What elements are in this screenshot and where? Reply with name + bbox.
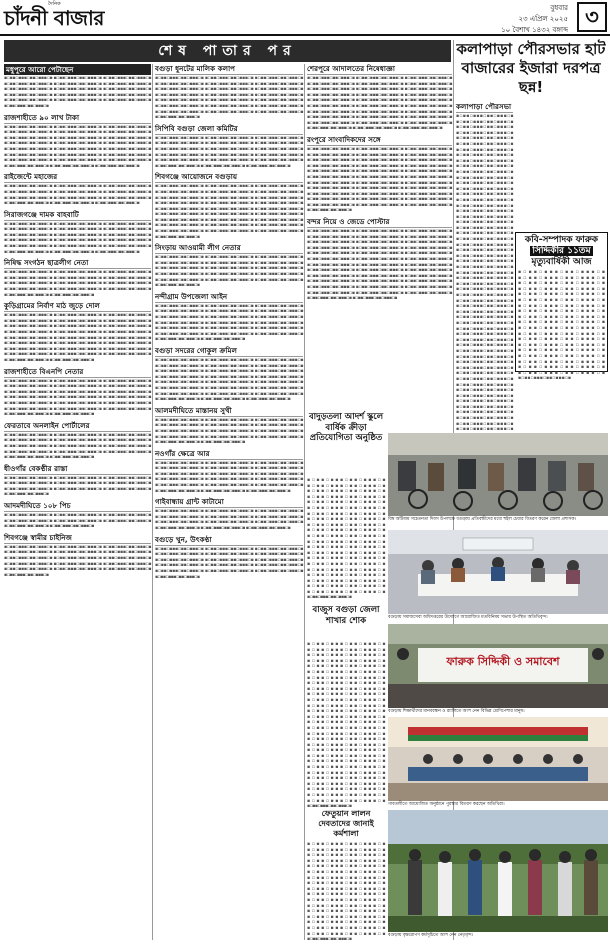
article xyxy=(4,172,151,206)
feature-title-line1: কবি-সম্পাদক ফারুক xyxy=(524,235,599,245)
article-body: ▪▫▪▪▫▪▪▪▫▪▪▫▪▪▪▫▪ ▪▫▪▪▫▪▪▪▫▪▪▫▪▪▪▫▪ ▪▫▪▪▫▪▪▪▫▪▪▫▪▪▪▫▪ ▪▫▪▪▫▪▪▪▫▪▪▫▪▪▪▫▪ ▪▫▪▪▫▪▪▪▫▪▪▫▪▪▪▫▪ ▪▫▪▪▫▪▪▪▫▪▪▫▪▪▪▫▪ ▪▫▪▪▫▪▪▪▫▪▪▫▪▪▪▫▪ ▪▫▪▪▫▪▪▪▫▪▪▫▪▪▪▫▪ ▪▫▪▪▫▪▪▪▫▪▪▫▪▪▪▫▪ ▪▫▪▪▫▪▪▪▫▪▪▫▪▪▪▫▪ ▪▫▪▪▫▪▪▪▫▪▪▫▪▪▪▫▪ ▪▫▪▪▫▪▪▪▫▪▪▫▪▪▪▫▪ ▪▫▪▪▫▪▪▪▫▪▪▫▪▪▪▫▪ ▪▫▪▪▫▪▪▪▫▪▪▫▪▪▪▫▪ xyxy=(4,270,151,298)
article-headline: নওগাঁর ক্ষেত্রে আর xyxy=(155,449,303,460)
article-body: ▪▫▪▪▫▪▪▪▫▪▪▫▪▪▪▫▪ ▪▫▪▪▫▪▪▪▫▪▪▫▪▪▪▫▪ ▪▫▪▪▫▪▪▪▫▪▪▫▪▪▪▫▪ ▪▫▪▪▫▪▪▪▫▪▪▫▪▪▪▫▪ ▪▫▪▪▫▪▪▪▫▪▪▫▪▪▪▫▪ ▪▫▪▪▫▪▪▪▫▪▪▫▪▪▪▫▪ ▪▫▪▪▫▪▪▪▫▪▪▫▪▪▪▫▪ ▪▫▪▪▫▪▪▪▫▪▪▫▪▪▪▫▪ ▪▫▪▪▫▪▪▪▫▪▪▫▪▪▪▫▪ ▪▫▪▪▫▪▪▪▫▪▪▫▪▪▪▫▪ xyxy=(4,475,151,498)
article xyxy=(4,301,151,363)
article-body: ▪▫▪▪▫▪▪▪▫▪▪▫▪▪▪▫▪ ▪▫▪▪▫▪▪▪▫▪▪▫▪▪▪▫▪ ▪▫▪▪▫▪▪▪▫▪▪▫▪▪▪▫▪ ▪▫▪▪▫▪▪▪▫▪▪▫▪▪▪▫▪ ▪▫▪▪▫▪▪▪▫▪▪▫▪▪▪▫▪ ▪▫▪▪▫▪▪▪▫▪▪▫▪▪▪▫▪ ▪▫▪▪▫▪▪▪▫▪▪▫▪▪▪▫▪ ▪▫▪▪▫▪▪▪▫▪▪▫▪▪▪▫▪ ▪▫▪▪▫▪▪▪▫▪▪▫▪▪▪▫▪ ▪▫▪▪▫▪▪▪▫▪▪▫▪▪▪▫▪ ▪▫▪▪▫▪▪▪▫▪▪▫▪▪▪▫▪ ▪▫▪▪▫▪▪▪▫▪▪▫▪▪▪▫▪ xyxy=(155,509,303,532)
article-headline: নন্দীগ্রাম উপজেলা আইন xyxy=(155,292,303,303)
photo-caption: বিশ্ব অটিজম সচেতনতা দিবস উপলক্ষে বগুড়ায় প্রতিবন্ধীদের মধ্যে হুইল চেয়ার বিতরণ করেন জেলা প্রশাসক। xyxy=(388,517,577,522)
feature-title xyxy=(518,235,605,268)
article xyxy=(155,243,303,289)
article-body: ▪▫▪▪▫▪▪▪▫▪▪▫▪▪▪▫▪ ▪▫▪▪▫▪▪▪▫▪▪▫▪▪▪▫▪ ▪▫▪▪▫▪▪▪▫▪▪▫▪▪▪▫▪ ▪▫▪▪▫▪▪▪▫▪▪▫▪▪▪▫▪ ▪▫▪▪▫▪▪▪▫▪▪▫▪▪▪▫▪ ▪▫▪▪▫▪▪▪▫▪▪▫▪▪▪▫▪ ▪▫▪▪▫▪▪▪▫▪▪▫▪▪▪▫▪ ▪▫▪▪▫▪▪▪▫▪▪▫▪▪▪▫▪ ▪▫▪▪▫▪▪▪▫▪▪▫▪▪▪▫▪ ▪▫▪▪▫▪▪▪▫▪▪▫▪▪▪▫▪ ▪▫▪▪▫▪▪▪▫▪▪▫▪▪▪▫▪ ▪▫▪▪▫▪▪▪▫▪▪▫▪▪▪▫▪ ▪▫▪▪▫▪▪▪▫▪▪▫▪▪▪▫▪ ▪▫▪▪▫▪▪▪▫▪▪▫▪▪▪▫▪ ▪▫▪▪▫▪▪▪▫▪▪▫▪▪▪▫▪ ▪▫▪▪▫▪▪▪▫▪▪▫▪▪▪▫▪ ▪▫▪▪▫▪▪▪▫▪▪▫▪▪▪▫▪ ▪▫▪▪▫▪▪▪▫▪▪▫▪▪▪▫▪ xyxy=(155,135,303,169)
rally-banner-text: ফারুক সিদ্দিকী ও সমাবেশ xyxy=(446,655,560,668)
article-headline: রাইজেন্টে মহাজের xyxy=(4,172,151,183)
newspaper-logo: চাঁদনী বাজার xyxy=(4,6,104,30)
column-d xyxy=(456,102,513,432)
article-headline: রাজশাহীতে বিএনপি নেতার xyxy=(4,367,151,378)
feature-box xyxy=(515,232,608,382)
article xyxy=(4,210,151,256)
article xyxy=(4,533,151,579)
article-body: ▪▫▪▪▫▪▪▪▫▪▪▫▪▪▪▫▪ ▪▫▪▪▫▪▪▪▫▪▪▫▪▪▪▫▪ ▪▫▪▪▫▪▪▪▫▪▪▫▪▪▪▫▪ ▪▫▪▪▫▪▪▪▫▪▪▫▪▪▪▫▪ ▪▫▪▪▫▪▪▪▫▪▪▫▪▪▪▫▪ ▪▫▪▪▫▪▪▪▫▪▪▫▪▪▪▫▪ ▪▫▪▪▫▪▪▪▫▪▪▫▪▪▪▫▪ ▪▫▪▪▫▪▪▪▫▪▪▫▪▪▪▫▪ ▪▫▪▪▫▪▪▪▫▪▪▫▪▪▪▫▪ ▪▫▪▪▫▪▪▪▫▪▪▫▪▪▪▫▪ ▪▫▪▪▫▪▪▪▫▪▪▫▪▪▪▫▪ ▪▫▪▪▫▪▪▪▫▪▪▫▪▪▪▫▪ ▪▫▪▪▫▪▪▪▫▪▪▫▪▪▪▫▪ ▪▫▪▪▫▪▪▪▫▪▪▫▪▪▪▫▪ ▪▫▪▪▫▪▪▪▫▪▪▫▪▪▪▫▪ ▪▫▪▪▫▪▪▪▫▪▪▫▪▪▪▫▪ ▪▫▪▪▫▪▪▪▫▪▪▫▪▪▪▫▪ ▪▫▪▪▫▪▪▪▫▪▪▫▪▪▪▫▪ xyxy=(155,460,303,494)
article xyxy=(155,292,303,343)
photo-caption: গাবতলীতে আয়োজিত অনুষ্ঠানে পুরস্কার বিতরণ করছেন অতিথিরা। xyxy=(388,802,505,807)
column-a xyxy=(4,64,151,940)
article-headline: ফেরতাবে অনলাইন পোর্টালের xyxy=(4,421,151,432)
date-gregorian: ২৩ এপ্রিল ২০২৫ xyxy=(518,15,568,23)
article-headline: বন্দর নিয়ে ও জেডে পোস্টার xyxy=(307,217,452,228)
article-body: ▪▫▪▪▫▪▪▪▫▪▪▫▪▪▪▫▪ ▪▫▪▪▫▪▪▪▫▪▪▫▪▪▪▫▪ ▪▫▪▪▫▪▪▪▫▪▪▫▪▪▪▫▪ ▪▫▪▪▫▪▪▪▫▪▪▫▪▪▪▫▪ ▪▫▪▪▫▪▪▪▫▪▪▫▪▪▪▫▪ ▪▫▪▪▫▪▪▪▫▪▪▫▪▪▪▫▪ ▪▫▪▪▫▪▪▪▫▪▪▫▪▪▪▫▪ ▪▫▪▪▫▪▪▪▫▪▪▫▪▪▪▫▪ ▪▫▪▪▫▪▪▪▫▪▪▫▪▪▪▫▪ ▪▫▪▪▫▪▪▪▫▪▪▫▪▪▪▫▪ ▪▫▪▪▫▪▪▪▫▪▪▫▪▪▪▫▪ ▪▫▪▪▫▪▪▪▫▪▪▫▪▪▪▫▪ ▪▫▪▪▫▪▪▪▫▪▪▫▪▪▪▫▪ ▪▫▪▪▫▪▪▪▫▪▪▫▪▪▪▫▪ ▪▫▪▪▫▪▪▪▫▪▪▫▪▪▪▫▪ ▪▫▪▪▫▪▪▪▫▪▪▫▪▪▪▫▪ ▪▫▪▪▫▪▪▪▫▪▪▫▪▪▪▫▪ ▪▫▪▪▫▪▪▪▫▪▪▫▪▪▪▫▪ ▪▫▪▪▫▪▪▪▫▪▪▫▪▪▪▫▪ ▪▫▪▪▫▪▪▪▫▪▪▫▪▪▪▫▪ xyxy=(155,303,303,343)
photo-tree-planting xyxy=(388,810,608,932)
photo-caption: বগুড়ায় সমাজসেবা অধিদপ্তরের উদ্যোগে আয়োজিত মতবিনিময় সভায় উপস্থিত অতিথিবৃন্দ। xyxy=(388,615,548,620)
dateline xyxy=(501,3,568,36)
article-body: ▪▫▪▪▫▪▪▪▫▪▪▫▪▪▪▫▪ ▪▫▪▪▫▪▪▪▫▪▪▫▪▪▪▫▪ ▪▫▪▪▫▪▪▪▫▪▪▫▪▪▪▫▪ ▪▫▪▪▫▪▪▪▫▪▪▫▪▪▪▫▪ ▪▫▪▪▫▪▪▪▫▪▪▫▪▪▪▫▪ ▪▫▪▪▫▪▪▪▫▪▪▫▪▪▪▫▪ ▪▫▪▪▫▪▪▪▫▪▪▫▪▪▪▫▪ ▪▫▪▪▫▪▪▪▫▪▪▫▪▪▪▫▪ ▪▫▪▪▫▪▪▪▫▪▪▫▪▪▪▫▪ ▪▫▪▪▫▪▪▪▫▪▪▫▪▪▪▫▪ ▪▫▪▪▫▪▪▪▫▪▪▫▪▪▪▫▪ ▪▫▪▪▫▪▪▪▫▪▪▫▪▪▪▫▪ ▪▫▪▪▫▪▪▪▫▪▪▫▪▪▪▫▪ ▪▫▪▪▫▪▪▪▫▪▪▫▪▪▪▫▪ ▪▫▪▪▫▪▪▪▫▪▪▫▪▪▪▫▪ ▪▫▪▪▫▪▪▪▫▪▪▫▪▪▪▫▪ ▪▫▪▪▫▪▪▪▫▪▪▫▪▪▪▫▪ ▪▫▪▪▫▪▪▪▫▪▪▫▪▪▪▫▪ ▪▫▪▪▫▪▪▪▫▪▪▫▪▪▪▫▪ ▪▫▪▪▫▪▪▪▫▪▪▫▪▪▪▫▪ ▪▫▪▪▫▪▪▪▫▪▪▫▪▪▪▫▪ ▪▫▪▪▫▪▪▪▫▪▪▫▪▪▪▫▪ ▪▫▪▪▫▪▪▪▫▪▪▫▪▪▪▫▪ ▪▫▪▪▫▪▪▪▫▪▪▫▪▪▪▫▪ ▪▫▪▪▫▪▪▪▫▪▪▫▪▪▪▫▪ ▪▫▪▪▫▪▪▪▫▪▪▫▪▪▪▫▪ xyxy=(4,313,151,363)
article-body: ▪▫▪▪▫▪▪▪▫▪▪▫▪▪▪▫▪ ▪▫▪▪▫▪▪▪▫▪▪▫▪▪▪▫▪ ▪▫▪▪▫▪▪▪▫▪▪▫▪▪▪▫▪ ▪▫▪▪▫▪▪▪▫▪▪▫▪▪▪▫▪ ▪▫▪▪▫▪▪▪▫▪▪▫▪▪▪▫▪ ▪▫▪▪▫▪▪▪▫▪▪▫▪▪▪▫▪ ▪▫▪▪▫▪▪▪▫▪▪▫▪▪▪▫▪ ▪▫▪▪▫▪▪▪▫▪▪▫▪▪▪▫▪ ▪▫▪▪▫▪▪▪▫▪▪▫▪▪▪▫▪ ▪▫▪▪▫▪▪▪▫▪▪▫▪▪▪▫▪ ▪▫▪▪▫▪▪▪▫▪▪▫▪▪▪▫▪ ▪▫▪▪▫▪▪▪▫▪▪▫▪▪▪▫▪ ▪▫▪▪▫▪▪▪▫▪▪▫▪▪▪▫▪ ▪▫▪▪▫▪▪▪▫▪▪▫▪▪▪▫▪ ▪▫▪▪▫▪▪▪▫▪▪▫▪▪▪▫▪ ▪▫▪▪▫▪▪▪▫▪▪▫▪▪▪▫▪ ▪▫▪▪▫▪▪▪▫▪▪▫▪▪▪▫▪ ▪▫▪▪▫▪▪▪▫▪▪▫▪▪▪▫▪ ▪▫▪▪▫▪▪▪▫▪▪▫▪▪▪▫▪ ▪▫▪▪▫▪▪▪▫▪▪▫▪▪▪▫▪ ▪▫▪▪▫▪▪▪▫▪▪▫▪▪▪▫▪ ▪▫▪▪▫▪▪▪▫▪▪▫▪▪▪▫▪ xyxy=(155,76,303,121)
article xyxy=(4,367,151,418)
date-bangla: ১০ বৈশাখ ১৪৩২ বঙ্গাব্দ xyxy=(501,26,568,34)
society-body: ▪▫▪▪▫▪▪▪▫▪▪▫▪▪▪▫▪ ▪▫▪▪▫▪▪▪▫▪▪▫▪▪▪▫▪ ▪▫▪▪▫▪▪▪▫▪▪▫▪▪▪▫▪ ▪▫▪▪▫▪▪▪▫▪▪▫▪▪▪▫▪ ▪▫▪▪▫▪▪▪▫▪▪▫▪▪▪▫▪ ▪▫▪▪▫▪▪▪▫▪▪▫▪▪▪▫▪ ▪▫▪▪▫▪▪▪▫▪▪▫▪▪▪▫▪ ▪▫▪▪▫▪▪▪▫▪▪▫▪▪▪▫▪ ▪▫▪▪▫▪▪▪▫▪▪▫▪▪▪▫▪ ▪▫▪▪▫▪▪▪▫▪▪▫▪▪▪▫▪ ▪▫▪▪▫▪▪▪▫▪▪▫▪▪▪▫▪ ▪▫▪▪▫▪▪▪▫▪▪▫▪▪▪▫▪ ▪▫▪▪▫▪▪▪▫▪▪▫▪▪▪▫▪ ▪▫▪▪▫▪▪▪▫▪▪▫▪▪▪▫▪ ▪▫▪▪▫▪▪▪▫▪▪▫▪▪▪▫▪ ▪▫▪▪▫▪▪▪▫▪▪▫▪▪▪▫▪ ▪▫▪▪▫▪▪▪▫▪▪▫▪▪▪▫▪ ▪▫▪▪▫▪▪▪▫▪▪▫▪▪▪▫▪ ▪▫▪▪▫▪▪▪▫▪▪▫▪▪▪▫▪ ▪▫▪▪▫▪▪▪▫▪▪▫▪▪▪▫▪ ▪▫▪▪▫▪▪▪▫▪▪▫▪▪▪▫▪ ▪▫▪▪▫▪▪▪▫▪▪▫▪▪▪▫▪ ▪▫▪▪▫▪▪▪▫▪▪▫▪▪▪▫▪ ▪▫▪▪▫▪▪▪▫▪▪▫▪▪▪▫▪ ▪▫▪▪▫▪▪▪▫▪▪▫▪▪▪▫▪ ▪▫▪▪▫▪▪▪▫▪▪▫▪▪▪▫▪ ▪▫▪▪▫▪▪▪▫▪▪▫▪▪▪▫▪ ▪▫▪▪▫▪▪▪▫▪▪▫▪▪▪▫▪ ▪▫▪▪▫▪▪▪▫▪▪▫▪▪▪▫▪ ▪▫▪▪▫▪▪▪▫▪▪▫▪▪▪▫▪ xyxy=(307,642,385,810)
article-headline: আলমদীঘিতে মাস্তানয় সুখী xyxy=(155,406,303,417)
article-body: ▪▫▪▪▫▪▪▪▫▪▪▫▪▪▪▫▪ ▪▫▪▪▫▪▪▪▫▪▪▫▪▪▪▫▪ ▪▫▪▪▫▪▪▪▫▪▪▫▪▪▪▫▪ ▪▫▪▪▫▪▪▪▫▪▪▫▪▪▪▫▪ ▪▫▪▪▫▪▪▪▫▪▪▫▪▪▪▫▪ ▪▫▪▪▫▪▪▪▫▪▪▫▪▪▪▫▪ ▪▫▪▪▫▪▪▪▫▪▪▫▪▪▪▫▪ ▪▫▪▪▫▪▪▪▫▪▪▫▪▪▪▫▪ ▪▫▪▪▫▪▪▪▫▪▪▫▪▪▪▫▪ ▪▫▪▪▫▪▪▪▫▪▪▫▪▪▪▫▪ ▪▫▪▪▫▪▪▪▫▪▪▫▪▪▪▫▪ ▪▫▪▪▫▪▪▪▫▪▪▫▪▪▪▫▪ xyxy=(4,184,151,207)
article-headline: বগুড়ে খুন, উৎকণ্ঠা xyxy=(155,535,303,546)
article-headline: আদমদীঘিতে ১০৮ পিচ xyxy=(4,501,151,512)
article-headline: শেরপুরে আদালতের নিষেধাজ্ঞা xyxy=(307,64,452,75)
article-body: ▪▫▪▪▫▪▪▪▫▪▪▫▪▪▪▫▪ ▪▫▪▪▫▪▪▪▫▪▪▫▪▪▪▫▪ ▪▫▪▪▫▪▪▪▫▪▪▫▪▪▪▫▪ ▪▫▪▪▫▪▪▪▫▪▪▫▪▪▪▫▪ ▪▫▪▪▫▪▪▪▫▪▪▫▪▪▪▫▪ ▪▫▪▪▫▪▪▪▫▪▪▫▪▪▪▫▪ ▪▫▪▪▫▪▪▪▫▪▪▫▪▪▪▫▪ ▪▫▪▪▫▪▪▪▫▪▪▫▪▪▪▫▪ ▪▫▪▪▫▪▪▪▫▪▪▫▪▪▪▫▪ ▪▫▪▪▫▪▪▪▫▪▪▫▪▪▪▫▪ ▪▫▪▪▫▪▪▪▫▪▪▫▪▪▪▫▪ ▪▫▪▪▫▪▪▪▫▪▪▫▪▪▪▫▪ ▪▫▪▪▫▪▪▪▫▪▪▫▪▪▪▫▪ ▪▫▪▪▫▪▪▪▫▪▪▫▪▪▪▫▪ ▪▫▪▪▫▪▪▪▫▪▪▫▪▪▪▫▪ ▪▫▪▪▫▪▪▪▫▪▪▫▪▪▪▫▪ ▪▫▪▪▫▪▪▪▫▪▪▫▪▪▪▫▪ ▪▫▪▪▫▪▪▪▫▪▪▫▪▪▪▫▪ ▪▫▪▪▫▪▪▪▫▪▪▫▪▪▪▫▪ ▪▫▪▪▫▪▪▪▫▪▪▫▪▪▪▫▪ ▪▫▪▪▫▪▪▪▫▪▪▫▪▪▪▫▪ ▪▫▪▪▫▪▪▪▫▪▪▫▪▪▪▫▪ ▪▫▪▪▫▪▪▪▫▪▪▫▪▪▪▫▪ ▪▫▪▪▫▪▪▪▫▪▪▫▪▪▪▫▪ xyxy=(4,124,151,169)
article-headline: সিরাজগঞ্জে দামক বাহবাটি xyxy=(4,210,151,221)
article xyxy=(155,124,303,170)
article-headline: নিষিদ্ধ সংগঠন ছাত্রলীগ নেতা xyxy=(4,258,151,269)
article-headline: মধুপুরে আরো পেটাছেন xyxy=(4,64,151,75)
article xyxy=(4,421,151,461)
article-headline: বগুড়া ধুনটের মালিক কলাপ xyxy=(155,64,303,75)
article-body: ▪▫▪▪▫▪▪▪▫▪▪▫▪▪▪▫▪ ▪▫▪▪▫▪▪▪▫▪▪▫▪▪▪▫▪ ▪▫▪▪▫▪▪▪▫▪▪▫▪▪▪▫▪ ▪▫▪▪▫▪▪▪▫▪▪▫▪▪▪▫▪ ▪▫▪▪▫▪▪▪▫▪▪▫▪▪▪▫▪ ▪▫▪▪▫▪▪▪▫▪▪▫▪▪▪▫▪ ▪▫▪▪▫▪▪▪▫▪▪▫▪▪▪▫▪ ▪▫▪▪▫▪▪▪▫▪▪▫▪▪▪▫▪ ▪▫▪▪▫▪▪▪▫▪▪▫▪▪▪▫▪ ▪▫▪▪▫▪▪▪▫▪▪▫▪▪▪▫▪ ▪▫▪▪▫▪▪▪▫▪▪▫▪▪▪▫▪ ▪▫▪▪▫▪▪▪▫▪▪▫▪▪▪▫▪ ▪▫▪▪▫▪▪▪▫▪▪▫▪▪▪▫▪ ▪▫▪▪▫▪▪▪▫▪▪▫▪▪▪▫▪ ▪▫▪▪▫▪▪▪▫▪▪▫▪▪▪▫▪ ▪▫▪▪▫▪▪▪▫▪▪▫▪▪▪▫▪ ▪▫▪▪▫▪▪▪▫▪▪▫▪▪▪▫▪ ▪▫▪▪▫▪▪▪▫▪▪▫▪▪▪▫▪ ▪▫▪▪▫▪▪▪▫▪▪▫▪▪▪▫▪ ▪▫▪▪▫▪▪▪▫▪▪▫▪▪▪▫▪ ▪▫▪▪▫▪▪▪▫▪▪▫▪▪▪▫▪ ▪▫▪▪▫▪▪▪▫▪▪▫▪▪▪▫▪ ▪▫▪▪▫▪▪▪▫▪▪▫▪▪▪▫▪ ▪▫▪▪▫▪▪▪▫▪▪▫▪▪▪▫▪ ▪▫▪▪▫▪▪▪▫▪▪▫▪▪▪▫▪ ▪▫▪▪▫▪▪▪▫▪▪▫▪▪▪▫▪ ▪▫▪▪▫▪▪▪▫▪▪▫▪▪▪▫▪ ▪▫▪▪▫▪▪▪▫▪▪▫▪▪▪▫▪ ▪▫▪▪▫▪▪▪▫▪▪▫▪▪▪▫▪ ▪▫▪▪▫▪▪▪▫▪▪▫▪▪▪▫▪ ▪▫▪▪▫▪▪▪▫▪▪▫▪▪▪▫▪ ▪▫▪▪▫▪▪▪▫▪▪▫▪▪▪▫▪ ▪▫▪▪▫▪▪▪▫▪▪▫▪▪▪▫▪ ▪▫▪▪▫▪▪▪▫▪▪▫▪▪▪▫▪ xyxy=(307,146,452,214)
workshop-headline: ফেতুয়ান লালন দেবতাদের জানাই কর্মশালা xyxy=(318,809,374,838)
photo-caption: বগুড়ায় বৃক্ষরোপণ কর্মসূচিতে অংশ নেন নেতৃবৃন্দ। xyxy=(388,933,474,938)
photo-rally xyxy=(388,624,608,708)
article-body: ▪▫▪▪▫▪▪▪▫▪▪▫▪▪▪▫▪ ▪▫▪▪▫▪▪▪▫▪▪▫▪▪▪▫▪ ▪▫▪▪▫▪▪▪▫▪▪▫▪▪▪▫▪ ▪▫▪▪▫▪▪▪▫▪▪▫▪▪▪▫▪ ▪▫▪▪▫▪▪▪▫▪▪▫▪▪▪▫▪ ▪▫▪▪▫▪▪▪▫▪▪▫▪▪▪▫▪ ▪▫▪▪▫▪▪▪▫▪▪▫▪▪▪▫▪ ▪▫▪▪▫▪▪▪▫▪▪▫▪▪▪▫▪ ▪▫▪▪▫▪▪▪▫▪▪▫▪▪▪▫▪ ▪▫▪▪▫▪▪▪▫▪▪▫▪▪▪▫▪ ▪▫▪▪▫▪▪▪▫▪▪▫▪▪▪▫▪ ▪▫▪▪▫▪▪▪▫▪▪▫▪▪▪▫▪ ▪▫▪▪▫▪▪▪▫▪▪▫▪▪▪▫▪ ▪▫▪▪▫▪▪▪▫▪▪▫▪▪▪▫▪ ▪▫▪▪▫▪▪▪▫▪▪▫▪▪▪▫▪ ▪▫▪▪▫▪▪▪▫▪▪▫▪▪▪▫▪ ▪▫▪▪▫▪▪▪▫▪▪▫▪▪▪▫▪ ▪▫▪▪▫▪▪▪▫▪▪▫▪▪▪▫▪ ▪▫▪▪▫▪▪▪▫▪▪▫▪▪▪▫▪ ▪▫▪▪▫▪▪▪▫▪▪▫▪▪▪▫▪ xyxy=(4,378,151,418)
photo-caption: বগুড়ায় শিক্ষার্থীদের মানববন্ধন ও র‍্যালিতে অংশ নেন বিভিন্ন শ্রেণিপেশার মানুষ। xyxy=(388,709,525,714)
article-body: ▪▫▪▪▫▪▪▪▫▪▪▫▪▪▪▫▪ ▪▫▪▪▫▪▪▪▫▪▪▫▪▪▪▫▪ ▪▫▪▪▫▪▪▪▫▪▪▫▪▪▪▫▪ ▪▫▪▪▫▪▪▪▫▪▪▫▪▪▪▫▪ ▪▫▪▪▫▪▪▪▫▪▪▫▪▪▪▫▪ ▪▫▪▪▫▪▪▪▫▪▪▫▪▪▪▫▪ ▪▫▪▪▫▪▪▪▫▪▪▫▪▪▪▫▪ ▪▫▪▪▫▪▪▪▫▪▪▫▪▪▪▫▪ ▪▫▪▪▫▪▪▪▫▪▪▫▪▪▪▫▪ ▪▫▪▪▫▪▪▪▫▪▪▫▪▪▪▫▪ ▪▫▪▪▫▪▪▪▫▪▪▫▪▪▪▫▪ ▪▫▪▪▫▪▪▪▫▪▪▫▪▪▪▫▪ ▪▫▪▪▫▪▪▪▫▪▪▫▪▪▪▫▪ ▪▫▪▪▫▪▪▪▫▪▪▫▪▪▪▫▪ ▪▫▪▪▫▪▪▪▫▪▪▫▪▪▪▫▪ ▪▫▪▪▫▪▪▪▫▪▪▫▪▪▪▫▪ xyxy=(4,76,151,109)
article xyxy=(155,346,303,403)
article-headline: কলাপাড়া পৌরসভা xyxy=(456,102,512,111)
article-headline: রাজশাহীতে ৯০ লাখ টাকা xyxy=(4,113,151,124)
article-body: ▪▫▪▪▫▪▪▪▫▪▪▫▪▪▪▫▪ ▪▫▪▪▫▪▪▪▫▪▪▫▪▪▪▫▪ ▪▫▪▪▫▪▪▪▫▪▪▫▪▪▪▫▪ ▪▫▪▪▫▪▪▪▫▪▪▫▪▪▪▫▪ ▪▫▪▪▫▪▪▪▫▪▪▫▪▪▪▫▪ ▪▫▪▪▫▪▪▪▫▪▪▫▪▪▪▫▪ ▪▫▪▪▫▪▪▪▫▪▪▫▪▪▪▫▪ ▪▫▪▪▫▪▪▪▫▪▪▫▪▪▪▫▪ ▪▫▪▪▫▪▪▪▫▪▪▫▪▪▪▫▪ ▪▫▪▪▫▪▪▪▫▪▪▫▪▪▪▫▪ ▪▫▪▪▫▪▪▪▫▪▪▫▪▪▪▫▪ ▪▫▪▪▫▪▪▪▫▪▪▫▪▪▪▫▪ ▪▫▪▪▫▪▪▪▫▪▪▫▪▪▪▫▪ ▪▫▪▪▫▪▪▪▫▪▪▫▪▪▪▫▪ ▪▫▪▪▫▪▪▪▫▪▪▫▪▪▪▫▪ ▪▫▪▪▫▪▪▪▫▪▪▫▪▪▪▫▪ ▪▫▪▪▫▪▪▪▫▪▪▫▪▪▪▫▪ ▪▫▪▪▫▪▪▪▫▪▪▫▪▪▪▫▪ ▪▫▪▪▫▪▪▪▫▪▪▫▪▪▪▫▪ ▪▫▪▪▫▪▪▪▫▪▪▫▪▪▪▫▪ ▪▫▪▪▫▪▪▪▫▪▪▫▪▪▪▫▪ ▪▫▪▪▫▪▪▪▫▪▪▫▪▪▪▫▪ ▪▫▪▪▫▪▪▪▫▪▪▫▪▪▪▫▪ ▪▫▪▪▫▪▪▪▫▪▪▫▪▪▪▫▪ ▪▫▪▪▫▪▪▪▫▪▪▫▪▪▪▫▪ ▪▫▪▪▫▪▪▪▫▪▪▫▪▪▪▫▪ ▪▫▪▪▫▪▪▪▫▪▪▫▪▪▪▫▪ ▪▫▪▪▫▪▪▪▫▪▪▫▪▪▪▫▪ ▪▫▪▪▫▪▪▪▫▪▪▫▪▪▪▫▪ ▪▫▪▪▫▪▪▪▫▪▪▫▪▪▪▫▪ xyxy=(307,76,452,132)
article-body: ▪▫▪▪▫▪▪▪▫▪▪▫▪▪▪▫▪ ▪▫▪▪▫▪▪▪▫▪▪▫▪▪▪▫▪ ▪▫▪▪▫▪▪▪▫▪▪▫▪▪▪▫▪ ▪▫▪▪▫▪▪▪▫▪▪▫▪▪▪▫▪ ▪▫▪▪▫▪▪▪▫▪▪▫▪▪▪▫▪ ▪▫▪▪▫▪▪▪▫▪▪▫▪▪▪▫▪ ▪▫▪▪▫▪▪▪▫▪▪▫▪▪▪▫▪ ▪▫▪▪▫▪▪▪▫▪▪▫▪▪▪▫▪ ▪▫▪▪▫▪▪▪▫▪▪▫▪▪▪▫▪ ▪▫▪▪▫▪▪▪▫▪▪▫▪▪▪▫▪ ▪▫▪▪▫▪▪▪▫▪▪▫▪▪▪▫▪ ▪▫▪▪▫▪▪▪▫▪▪▫▪▪▪▫▪ ▪▫▪▪▫▪▪▪▫▪▪▫▪▪▪▫▪ ▪▫▪▪▫▪▪▪▫▪▪▫▪▪▪▫▪ xyxy=(155,417,303,446)
page-number: ৩ xyxy=(577,2,607,32)
article-body: ▪▫▪▪▫▪▪▪▫▪▪▫▪▪▪▫▪ ▪▫▪▪▫▪▪▪▫▪▪▫▪▪▪▫▪ ▪▫▪▪▫▪▪▪▫▪▪▫▪▪▪▫▪ ▪▫▪▪▫▪▪▪▫▪▪▫▪▪▪▫▪ ▪▫▪▪▫▪▪▪▫▪▪▫▪▪▪▫▪ ▪▫▪▪▫▪▪▪▫▪▪▫▪▪▪▫▪ ▪▫▪▪▫▪▪▪▫▪▪▫▪▪▪▫▪ ▪▫▪▪▫▪▪▪▫▪▪▫▪▪▪▫▪ ▪▫▪▪▫▪▪▪▫▪▪▫▪▪▪▫▪ ▪▫▪▪▫▪▪▪▫▪▪▫▪▪▪▫▪ ▪▫▪▪▫▪▪▪▫▪▪▫▪▪▪▫▪ ▪▫▪▪▫▪▪▪▫▪▪▫▪▪▪▫▪ ▪▫▪▪▫▪▪▪▫▪▪▫▪▪▪▫▪ ▪▫▪▪▫▪▪▪▫▪▪▫▪▪▪▫▪ ▪▫▪▪▫▪▪▪▫▪▪▫▪▪▪▫▪ ▪▫▪▪▫▪▪▪▫▪▪▫▪▪▪▫▪ xyxy=(155,546,303,580)
article xyxy=(4,113,151,170)
article-body: ▪▫▪▪▫▪▪▪▫▪▪▫▪▪▪▫▪ ▪▫▪▪▫▪▪▪▫▪▪▫▪▪▪▫▪ ▪▫▪▪▫▪▪▪▫▪▪▫▪▪▪▫▪ ▪▫▪▪▫▪▪▪▫▪▪▫▪▪▪▫▪ ▪▫▪▪▫▪▪▪▫▪▪▫▪▪▪▫▪ ▪▫▪▪▫▪▪▪▫▪▪▫▪▪▪▫▪ ▪▫▪▪▫▪▪▪▫▪▪▫▪▪▪▫▪ ▪▫▪▪▫▪▪▪▫▪▪▫▪▪▪▫▪ ▪▫▪▪▫▪▪▪▫▪▪▫▪▪▪▫▪ ▪▫▪▪▫▪▪▪▫▪▪▫▪▪▪▫▪ ▪▫▪▪▫▪▪▪▫▪▪▫▪▪▪▫▪ ▪▫▪▪▫▪▪▪▫▪▪▫▪▪▪▫▪ ▪▫▪▪▫▪▪▪▫▪▪▫▪▪▪▫▪ ▪▫▪▪▫▪▪▪▫▪▪▫▪▪▪▫▪ ▪▫▪▪▫▪▪▪▫▪▪▫▪▪▪▫▪ ▪▫▪▪▫▪▪▪▫▪▪▫▪▪▪▫▪ xyxy=(4,544,151,578)
feature-body: ▪▫▪▪▫▪▪▪▫▪▪▫▪▪▪▫▪ ▪▫▪▪▫▪▪▪▫▪▪▫▪▪▪▫▪ ▪▫▪▪▫▪▪▪▫▪▪▫▪▪▪▫▪ ▪▫▪▪▫▪▪▪▫▪▪▫▪▪▪▫▪ ▪▫▪▪▫▪▪▪▫▪▪▫▪▪▪▫▪ ▪▫▪▪▫▪▪▪▫▪▪▫▪▪▪▫▪ ▪▫▪▪▫▪▪▪▫▪▪▫▪▪▪▫▪ ▪▫▪▪▫▪▪▪▫▪▪▫▪▪▪▫▪ ▪▫▪▪▫▪▪▪▫▪▪▫▪▪▪▫▪ ▪▫▪▪▫▪▪▪▫▪▪▫▪▪▪▫▪ ▪▫▪▪▫▪▪▪▫▪▪▫▪▪▪▫▪ ▪▫▪▪▫▪▪▪▫▪▪▫▪▪▪▫▪ ▪▫▪▪▫▪▪▪▫▪▪▫▪▪▪▫▪ ▪▫▪▪▫▪▪▪▫▪▪▫▪▪▪▫▪ ▪▫▪▪▫▪▪▪▫▪▪▫▪▪▪▫▪ ▪▫▪▪▫▪▪▪▫▪▪▫▪▪▪▫▪ ▪▫▪▪▫▪▪▪▫▪▪▫▪▪▪▫▪ ▪▫▪▪▫▪▪▪▫▪▪▫▪▪▪▫▪ ▪▫▪▪▫▪▪▪▫▪▪▫▪▪▪▫▪ ▪▫▪▪▫▪▪▪▫▪▪▫▪▪▪▫▪ xyxy=(518,270,605,382)
article-headline: কুড়িগ্রামের নির্বাণ মাঠ জুড়ে দোল xyxy=(4,301,151,312)
article-headline: শিবগঞ্জে স্বামীর চাইনিজ xyxy=(4,533,151,544)
article-body: ▪▫▪▪▫▪▪▪▫▪▪▫▪▪▪▫▪ ▪▫▪▪▫▪▪▪▫▪▪▫▪▪▪▫▪ ▪▫▪▪▫▪▪▪▫▪▪▫▪▪▪▫▪ ▪▫▪▪▫▪▪▪▫▪▪▫▪▪▪▫▪ ▪▫▪▪▫▪▪▪▫▪▪▫▪▪▪▫▪ ▪▫▪▪▫▪▪▪▫▪▪▫▪▪▪▫▪ ▪▫▪▪▫▪▪▪▫▪▪▫▪▪▪▫▪ ▪▫▪▪▫▪▪▪▫▪▪▫▪▪▪▫▪ ▪▫▪▪▫▪▪▪▫▪▪▫▪▪▪▫▪ ▪▫▪▪▫▪▪▪▫▪▪▫▪▪▪▫▪ ▪▫▪▪▫▪▪▪▫▪▪▫▪▪▪▫▪ ▪▫▪▪▫▪▪▪▫▪▪▫▪▪▪▫▪ ▪▫▪▪▫▪▪▪▫▪▪▫▪▪▪▫▪ ▪▫▪▪▫▪▪▪▫▪▪▫▪▪▪▫▪ ▪▫▪▪▫▪▪▪▫▪▪▫▪▪▪▫▪ ▪▫▪▪▫▪▪▪▫▪▪▫▪▪▪▫▪ ▪▫▪▪▫▪▪▪▫▪▪▫▪▪▪▫▪ ▪▫▪▪▫▪▪▪▫▪▪▫▪▪▪▫▪ ▪▫▪▪▫▪▪▪▫▪▪▫▪▪▪▫▪ ▪▫▪▪▫▪▪▪▫▪▪▫▪▪▪▫▪ ▪▫▪▪▫▪▪▪▫▪▪▫▪▪▪▫▪ ▪▫▪▪▫▪▪▪▫▪▪▫▪▪▪▫▪ ▪▫▪▪▫▪▪▪▫▪▪▫▪▪▪▫▪ ▪▫▪▪▫▪▪▪▫▪▪▫▪▪▪▫▪ xyxy=(155,357,303,403)
feature-title-line3: মৃত্যুবার্ষিকী আজ xyxy=(531,257,592,267)
article xyxy=(4,258,151,298)
masthead-tagline: দৈনিক xyxy=(48,1,61,7)
article xyxy=(4,64,151,110)
article xyxy=(155,172,303,240)
society-headline: বাজুস বগুড়া জেলা শাখার শোক xyxy=(312,605,380,626)
workshop-body: ▪▫▪▪▫▪▪▪▫▪▪▫▪▪▪▫▪ ▪▫▪▪▫▪▪▪▫▪▪▫▪▪▪▫▪ ▪▫▪▪▫▪▪▪▫▪▪▫▪▪▪▫▪ ▪▫▪▪▫▪▪▪▫▪▪▫▪▪▪▫▪ ▪▫▪▪▫▪▪▪▫▪▪▫▪▪▪▫▪ ▪▫▪▪▫▪▪▪▫▪▪▫▪▪▪▫▪ ▪▫▪▪▫▪▪▪▫▪▪▫▪▪▪▫▪ ▪▫▪▪▫▪▪▪▫▪▪▫▪▪▪▫▪ ▪▫▪▪▫▪▪▪▫▪▪▫▪▪▪▫▪ ▪▫▪▪▫▪▪▪▫▪▪▫▪▪▪▫▪ ▪▫▪▪▫▪▪▪▫▪▪▫▪▪▪▫▪ ▪▫▪▪▫▪▪▪▫▪▪▫▪▪▪▫▪ ▪▫▪▪▫▪▪▪▫▪▪▫▪▪▪▫▪ ▪▫▪▪▫▪▪▪▫▪▪▫▪▪▪▫▪ ▪▫▪▪▫▪▪▪▫▪▪▫▪▪▪▫▪ ▪▫▪▪▫▪▪▪▫▪▪▫▪▪▪▫▪ ▪▫▪▪▫▪▪▪▫▪▪▫▪▪▪▫▪ ▪▫▪▪▫▪▪▪▫▪▪▫▪▪▪▫▪ xyxy=(307,842,385,943)
article-body: ▪▫▪▪▫▪▪▪▫▪▪▫▪▪▪▫▪ ▪▫▪▪▫▪▪▪▫▪▪▫▪▪▪▫▪ ▪▫▪▪▫▪▪▪▫▪▪▫▪▪▪▫▪ ▪▫▪▪▫▪▪▪▫▪▪▫▪▪▪▫▪ ▪▫▪▪▫▪▪▪▫▪▪▫▪▪▪▫▪ ▪▫▪▪▫▪▪▪▫▪▪▫▪▪▪▫▪ ▪▫▪▪▫▪▪▪▫▪▪▫▪▪▪▫▪ ▪▫▪▪▫▪▪▪▫▪▪▫▪▪▪▫▪ ▪▫▪▪▫▪▪▪▫▪▪▫▪▪▪▫▪ ▪▫▪▪▫▪▪▪▫▪▪▫▪▪▪▫▪ ▪▫▪▪▫▪▪▪▫▪▪▫▪▪▪▫▪ ▪▫▪▪▫▪▪▪▫▪▪▫▪▪▪▫▪ ▪▫▪▪▫▪▪▪▫▪▪▫▪▪▪▫▪ ▪▫▪▪▫▪▪▪▫▪▪▫▪▪▪▫▪ ▪▫▪▪▫▪▪▪▫▪▪▫▪▪▪▫▪ ▪▫▪▪▫▪▪▪▫▪▪▫▪▪▪▫▪ ▪▫▪▪▫▪▪▪▫▪▪▫▪▪▪▫▪ ▪▫▪▪▫▪▪▪▫▪▪▫▪▪▪▫▪ ▪▫▪▪▫▪▪▪▫▪▪▫▪▪▪▫▪ ▪▫▪▪▫▪▪▪▫▪▪▫▪▪▪▫▪ ▪▫▪▪▫▪▪▪▫▪▪▫▪▪▪▫▪ ▪▫▪▪▫▪▪▪▫▪▪▫▪▪▪▫▪ ▪▫▪▪▫▪▪▪▫▪▪▫▪▪▪▫▪ ▪▫▪▪▫▪▪▪▫▪▪▫▪▪▪▫▪ ▪▫▪▪▫▪▪▪▫▪▪▫▪▪▪▫▪ ▪▫▪▪▫▪▪▪▫▪▪▫▪▪▪▫▪ ▪▫▪▪▫▪▪▪▫▪▪▫▪▪▪▫▪ ▪▫▪▪▫▪▪▪▫▪▪▫▪▪▪▫▪ ▪▫▪▪▫▪▪▪▫▪▪▫▪▪▪▫▪ ▪▫▪▪▫▪▪▪▫▪▪▫▪▪▪▫▪ ▪▫▪▪▫▪▪▪▫▪▪▫▪▪▪▫▪ ▪▫▪▪▫▪▪▪▫▪▪▫▪▪▪▫▪ ▪▫▪▪▫▪▪▪▫▪▪▫▪▪▪▫▪ ▪▫▪▪▫▪▪▪▫▪▪▫▪▪▪▫▪ ▪▫▪▪▫▪▪▪▫▪▪▫▪▪▪▫▪ ▪▫▪▪▫▪▪▪▫▪▪▫▪▪▪▫▪ ▪▫▪▪▫▪▪▪▫▪▪▫▪▪▪▫▪ ▪▫▪▪▫▪▪▪▫▪▪▫▪▪▪▫▪ xyxy=(307,229,452,302)
article xyxy=(456,102,513,450)
photo-wheelchair-distribution xyxy=(388,433,608,516)
column-rule xyxy=(304,64,305,940)
article xyxy=(155,535,303,581)
article-body: ▪▫▪▪▫▪▪▪▫▪▪▫▪▪▪▫▪ ▪▫▪▪▫▪▪▪▫▪▪▫▪▪▪▫▪ ▪▫▪▪▫▪▪▪▫▪▪▫▪▪▪▫▪ ▪▫▪▪▫▪▪▪▫▪▪▫▪▪▪▫▪ ▪▫▪▪▫▪▪▪▫▪▪▫▪▪▪▫▪ ▪▫▪▪▫▪▪▪▫▪▪▫▪▪▪▫▪ ▪▫▪▪▫▪▪▪▫▪▪▫▪▪▪▫▪ ▪▫▪▪▫▪▪▪▫▪▪▫▪▪▪▫▪ ▪▫▪▪▫▪▪▪▫▪▪▫▪▪▪▫▪ ▪▫▪▪▫▪▪▪▫▪▪▫▪▪▪▫▪ ▪▫▪▪▫▪▪▪▫▪▪▫▪▪▪▫▪ ▪▫▪▪▫▪▪▪▫▪▪▫▪▪▪▫▪ ▪▫▪▪▫▪▪▪▫▪▪▫▪▪▪▫▪ ▪▫▪▪▫▪▪▪▫▪▪▫▪▪▪▫▪ ▪▫▪▪▫▪▪▪▫▪▪▫▪▪▪▫▪ ▪▫▪▪▫▪▪▪▫▪▪▫▪▪▪▫▪ ▪▫▪▪▫▪▪▪▫▪▪▫▪▪▪▫▪ ▪▫▪▪▫▪▪▪▫▪▪▫▪▪▪▫▪ ▪▫▪▪▫▪▪▪▫▪▪▫▪▪▪▫▪ ▪▫▪▪▫▪▪▪▫▪▪▫▪▪▪▫▪ ▪▫▪▪▫▪▪▪▫▪▪▫▪▪▪▫▪ ▪▫▪▪▫▪▪▪▫▪▪▫▪▪▪▫▪ ▪▫▪▪▫▪▪▪▫▪▪▫▪▪▪▫▪ ▪▫▪▪▫▪▪▪▫▪▪▫▪▪▪▫▪ ▪▫▪▪▫▪▪▪▫▪▪▫▪▪▪▫▪ ▪▫▪▪▫▪▪▪▫▪▪▫▪▪▪▫▪ ▪▫▪▪▫▪▪▪▫▪▪▫▪▪▪▫▪ ▪▫▪▪▫▪▪▪▫▪▪▫▪▪▪▫▪ xyxy=(155,184,303,240)
article-body: ▪▫▪▪▫▪▪▪▫▪▪▫▪▪▪▫▪ ▪▫▪▪▫▪▪▪▫▪▪▫▪▪▪▫▪ ▪▫▪▪▫▪▪▪▫▪▪▫▪▪▪▫▪ ▪▫▪▪▫▪▪▪▫▪▪▫▪▪▪▫▪ ▪▫▪▪▫▪▪▪▫▪▪▫▪▪▪▫▪ ▪▫▪▪▫▪▪▪▫▪▪▫▪▪▪▫▪ ▪▫▪▪▫▪▪▪▫▪▪▫▪▪▪▫▪ ▪▫▪▪▫▪▪▪▫▪▪▫▪▪▪▫▪ ▪▫▪▪▫▪▪▪▫▪▪▫▪▪▪▫▪ ▪▫▪▪▫▪▪▪▫▪▪▫▪▪▪▫▪ ▪▫▪▪▫▪▪▪▫▪▪▫▪▪▪▫▪ ▪▫▪▪▫▪▪▪▫▪▪▫▪▪▪▫▪ ▪▫▪▪▫▪▪▪▫▪▪▫▪▪▪▫▪ ▪▫▪▪▫▪▪▪▫▪▪▫▪▪▪▫▪ ▪▫▪▪▫▪▪▪▫▪▪▫▪▪▪▫▪ ▪▫▪▪▫▪▪▪▫▪▪▫▪▪▪▫▪ ▪▫▪▪▫▪▪▪▫▪▪▫▪▪▪▫▪ ▪▫▪▪▫▪▪▪▫▪▪▫▪▪▪▫▪ xyxy=(4,221,151,255)
article xyxy=(155,497,303,531)
article-headline: বগুড়া সদরের গোকুল ক্রমিল xyxy=(155,346,303,357)
article xyxy=(307,135,452,214)
article-headline: রংপুরে সাংবাদিকদের সঙ্গে xyxy=(307,135,452,146)
article-headline: ধীওগাঁর বেকণ্ঠীর রাস্তা xyxy=(4,464,151,475)
article-body: ▪▫▪▪▫▪▪▪▫▪▪▫▪▪▪▫▪ ▪▫▪▪▫▪▪▪▫▪▪▫▪▪▪▫▪ ▪▫▪▪▫▪▪▪▫▪▪▫▪▪▪▫▪ ▪▫▪▪▫▪▪▪▫▪▪▫▪▪▪▫▪ ▪▫▪▪▫▪▪▪▫▪▪▫▪▪▪▫▪ ▪▫▪▪▫▪▪▪▫▪▪▫▪▪▪▫▪ ▪▫▪▪▫▪▪▪▫▪▪▫▪▪▪▫▪ ▪▫▪▪▫▪▪▪▫▪▪▫▪▪▪▫▪ xyxy=(4,513,151,530)
article-body: ▪▫▪▪▫▪▪▪▫▪▪▫▪▪▪▫▪ ▪▫▪▪▫▪▪▪▫▪▪▫▪▪▪▫▪ ▪▫▪▪▫▪▪▪▫▪▪▫▪▪▪▫▪ ▪▫▪▪▫▪▪▪▫▪▪▫▪▪▪▫▪ ▪▫▪▪▫▪▪▪▫▪▪▫▪▪▪▫▪ ▪▫▪▪▫▪▪▪▫▪▪▫▪▪▪▫▪ ▪▫▪▪▫▪▪▪▫▪▪▫▪▪▪▫▪ ▪▫▪▪▫▪▪▪▫▪▪▫▪▪▪▫▪ ▪▫▪▪▫▪▪▪▫▪▪▫▪▪▪▫▪ ▪▫▪▪▫▪▪▪▫▪▪▫▪▪▪▫▪ ▪▫▪▪▫▪▪▪▫▪▪▫▪▪▪▫▪ ▪▫▪▪▫▪▪▪▫▪▪▫▪▪▪▫▪ ▪▫▪▪▫▪▪▪▫▪▪▫▪▪▪▫▪ ▪▫▪▪▫▪▪▪▫▪▪▫▪▪▪▫▪ xyxy=(4,432,151,461)
photo-stage-event xyxy=(388,717,608,801)
column-b xyxy=(155,64,303,864)
weekday: বুধবার xyxy=(550,4,568,12)
article xyxy=(4,501,151,530)
article-headline: শিবগঞ্জে আয়োজনে বগুড়ায় xyxy=(155,172,303,183)
article xyxy=(307,64,452,132)
article-headline: সিংড়ায় আওয়ামী লীগ নেতার xyxy=(155,243,303,254)
section-banner: শেষ পাতার পর xyxy=(4,40,451,62)
article xyxy=(155,64,303,121)
feature-title-line2: সিদ্দিকীর ১১তম xyxy=(532,246,591,256)
article-body: ▪▫▪▪▫▪▪▪▫▪▪▫▪▪▪▫▪ ▪▫▪▪▫▪▪▪▫▪▪▫▪▪▪▫▪ ▪▫▪▪▫▪▪▪▫▪▪▫▪▪▪▫▪ ▪▫▪▪▫▪▪▪▫▪▪▫▪▪▪▫▪ ▪▫▪▪▫▪▪▪▫▪▪▫▪▪▪▫▪ ▪▫▪▪▫▪▪▪▫▪▪▫▪▪▪▫▪ ▪▫▪▪▫▪▪▪▫▪▪▫▪▪▪▫▪ ▪▫▪▪▫▪▪▪▫▪▪▫▪▪▪▫▪ ▪▫▪▪▫▪▪▪▫▪▪▫▪▪▪▫▪ ▪▫▪▪▫▪▪▪▫▪▪▫▪▪▪▫▪ ▪▫▪▪▫▪▪▪▫▪▪▫▪▪▪▫▪ ▪▫▪▪▫▪▪▪▫▪▪▫▪▪▪▫▪ ▪▫▪▪▫▪▪▪▫▪▪▫▪▪▪▫▪ ▪▫▪▪▫▪▪▪▫▪▪▫▪▪▪▫▪ ▪▫▪▪▫▪▪▪▫▪▪▫▪▪▪▫▪ ▪▫▪▪▫▪▪▪▫▪▪▫▪▪▪▫▪ xyxy=(155,255,303,289)
article-headline: গাইবান্ধায় গ্রান্ট কাটামো xyxy=(155,497,303,508)
masthead xyxy=(0,0,610,36)
article xyxy=(155,406,303,446)
photo-meeting xyxy=(388,530,608,614)
sports-headline: বাদুড়তলা আদর্শ স্কুলে বার্ষিক ক্রীড়া প্রতিযোগিতা অনুষ্ঠিত xyxy=(308,412,384,443)
article xyxy=(4,464,151,498)
article xyxy=(307,217,452,302)
column-rule xyxy=(152,64,153,940)
sports-body: ▪▫▪▪▫▪▪▪▫▪▪▫▪▪▪▫▪ ▪▫▪▪▫▪▪▪▫▪▪▫▪▪▪▫▪ ▪▫▪▪▫▪▪▪▫▪▪▫▪▪▪▫▪ ▪▫▪▪▫▪▪▪▫▪▪▫▪▪▪▫▪ ▪▫▪▪▫▪▪▪▫▪▪▫▪▪▪▫▪ ▪▫▪▪▫▪▪▪▫▪▪▫▪▪▪▫▪ ▪▫▪▪▫▪▪▪▫▪▪▫▪▪▪▫▪ ▪▫▪▪▫▪▪▪▫▪▪▫▪▪▪▫▪ ▪▫▪▪▫▪▪▪▫▪▪▫▪▪▪▫▪ ▪▫▪▪▫▪▪▪▫▪▪▫▪▪▪▫▪ ▪▫▪▪▫▪▪▪▫▪▪▫▪▪▪▫▪ ▪▫▪▪▫▪▪▪▫▪▪▫▪▪▪▫▪ ▪▫▪▪▫▪▪▪▫▪▪▫▪▪▪▫▪ ▪▫▪▪▫▪▪▪▫▪▪▫▪▪▪▫▪ ▪▫▪▪▫▪▪▪▫▪▪▫▪▪▪▫▪ ▪▫▪▪▫▪▪▪▫▪▪▫▪▪▪▫▪ ▪▫▪▪▫▪▪▪▫▪▪▫▪▪▪▫▪ ▪▫▪▪▫▪▪▪▫▪▪▫▪▪▪▫▪ ▪▫▪▪▫▪▪▪▫▪▪▫▪▪▪▫▪ ▪▫▪▪▫▪▪▪▫▪▪▫▪▪▪▫▪ ▪▫▪▪▫▪▪▪▫▪▪▫▪▪▪▫▪ ▪▫▪▪▫▪▪▪▫▪▪▫▪▪▪▫▪ xyxy=(307,478,385,601)
article-headline: সিপিবি বগুড়া জেলা কমিটির xyxy=(155,124,303,135)
article-body: ▪▫▪▪▫▪▪▪▫▪▪▫▪▪▪▫▪ ▪▫▪▪▫▪▪▪▫▪▪▫▪▪▪▫▪ ▪▫▪▪▫▪▪▪▫▪▪▫▪▪▪▫▪ ▪▫▪▪▫▪▪▪▫▪▪▫▪▪▪▫▪ ▪▫▪▪▫▪▪▪▫▪▪▫▪▪▪▫▪ ▪▫▪▪▫▪▪▪▫▪▪▫▪▪▪▫▪ ▪▫▪▪▫▪▪▪▫▪▪▫▪▪▪▫▪ ▪▫▪▪▫▪▪▪▫▪▪▫▪▪▪▫▪ ▪▫▪▪▫▪▪▪▫▪▪▫▪▪▪▫▪ ▪▫▪▪▫▪▪▪▫▪▪▫▪▪▪▫▪ ▪▫▪▪▫▪▪▪▫▪▪▫▪▪▪▫▪ ▪▫▪▪▫▪▪▪▫▪▪▫▪▪▪▫▪ ▪▫▪▪▫▪▪▪▫▪▪▫▪▪▪▫▪ ▪▫▪▪▫▪▪▪▫▪▪▫▪▪▪▫▪ ▪▫▪▪▫▪▪▪▫▪▪▫▪▪▪▫▪ ▪▫▪▪▫▪▪▪▫▪▪▫▪▪▪▫▪ ▪▫▪▪▫▪▪▪▫▪▪▫▪▪▪▫▪ ▪▫▪▪▫▪▪▪▫▪▪▫▪▪▪▫▪ ▪▫▪▪▫▪▪▪▫▪▪▫▪▪▪▫▪ ▪▫▪▪▫▪▪▪▫▪▪▫▪▪▪▫▪ ▪▫▪▪▫▪▪▪▫▪▪▫▪▪▪▫▪ ▪▫▪▪▫▪▪▪▫▪▪▫▪▪▪▫▪ ▪▫▪▪▫▪▪▪▫▪▪▫▪▪▪▫▪ ▪▫▪▪▫▪▪▪▫▪▪▫▪▪▪▫▪ ▪▫▪▪▫▪▪▪▫▪▪▫▪▪▪▫▪ ▪▫▪▪▫▪▪▪▫▪▪▫▪▪▪▫▪ ▪▫▪▪▫▪▪▪▫▪▪▫▪▪▪▫▪ ▪▫▪▪▫▪▪▪▫▪▪▫▪▪▪▫▪ ▪▫▪▪▫▪▪▪▫▪▪▫▪▪▪▫▪ ▪▫▪▪▫▪▪▪▫▪▪▫▪▪▪▫▪ ▪▫▪▪▫▪▪▪▫▪▪▫▪▪▪▫▪ ▪▫▪▪▫▪▪▪▫▪▪▫▪▪▪▫▪ ▪▫▪▪▫▪▪▪▫▪▪▫▪▪▪▫▪ ▪▫▪▪▫▪▪▪▫▪▪▫▪▪▪▫▪ ▪▫▪▪▫▪▪▪▫▪▪▫▪▪▪▫▪ ▪▫▪▪▫▪▪▪▫▪▪▫▪▪▪▫▪ ▪▫▪▪▫▪▪▪▫▪▪▫▪▪▪▫▪ ▪▫▪▪▫▪▪▪▫▪▪▫▪▪▪▫▪ ▪▫▪▪▫▪▪▪▫▪▪▫▪▪▪▫▪ ▪▫▪▪▫▪▪▪▫▪▪▫▪▪▪▫▪ ▪▫▪▪▫▪▪▪▫▪▪▫▪▪▪▫▪ ▪▫▪▪▫▪▪▪▫▪▪▫▪▪▪▫▪ ▪▫▪▪▫▪▪▪▫▪▪▫▪▪▪▫▪ ▪▫▪▪▫▪▪▪▫▪▪▫▪▪▪▫▪ ▪▫▪▪▫▪▪▪▫▪▪▫▪▪▪▫▪ ▪▫▪▪▫▪▪▪▫▪▪▫▪▪▪▫▪ ▪▫▪▪▫▪▪▪▫▪▪▫▪▪▪▫▪ ▪▫▪▪▫▪▪▪▫▪▪▫▪▪▪▫▪ ▪▫▪▪▫▪▪▪▫▪▪▫▪▪▪▫▪ ▪▫▪▪▫▪▪▪▫▪▪▫▪▪▪▫▪ ▪▫▪▪▫▪▪▪▫▪▪▫▪▪▪▫▪ ▪▫▪▪▫▪▪▪▫▪▪▫▪▪▪▫▪ ▪▫▪▪▫▪▪▪▫▪▪▫▪▪▪▫▪ ▪▫▪▪▫▪▪▪▫▪▪▫▪▪▪▫▪ ▪▫▪▪▫▪▪▪▫▪▪▫▪▪▪▫▪ ▪▫▪▪▫▪▪▪▫▪▪▫▪▪▪▫▪ ▪▫▪▪▫▪▪▪▫▪▪▫▪▪▪▫▪ xyxy=(456,114,513,433)
article xyxy=(155,449,303,495)
lead-headline: কলাপাড়া পৌরসভার হাট বাজারের ইজারা দরপত্র ছন্ন! xyxy=(456,40,606,96)
